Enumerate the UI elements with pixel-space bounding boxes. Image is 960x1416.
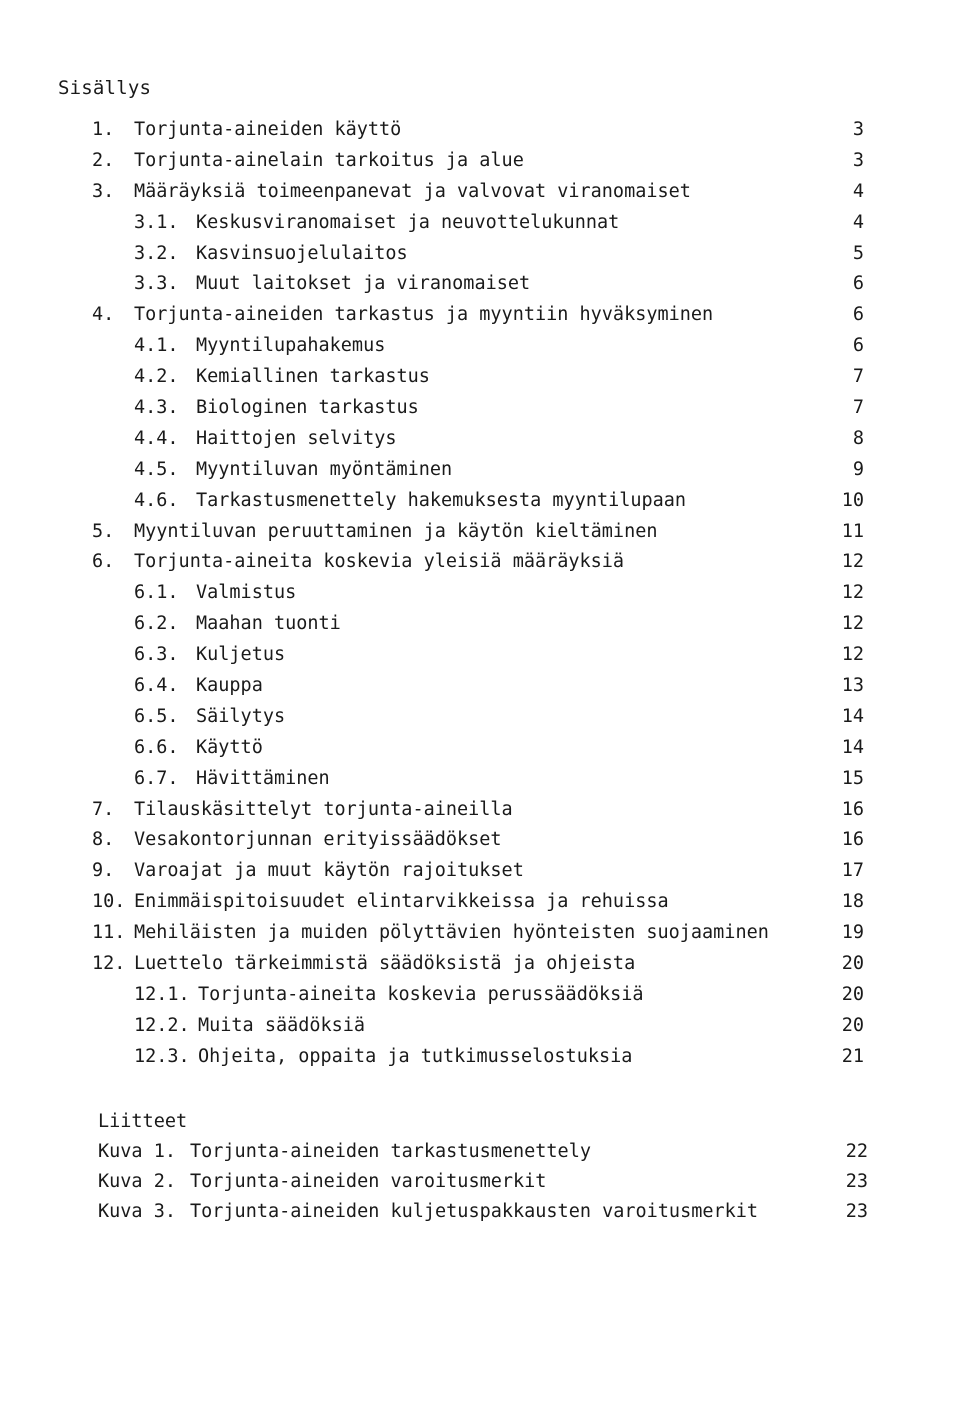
- toc-number: 6.: [92, 551, 115, 573]
- toc-number: 12.: [92, 953, 126, 975]
- toc-number: 3.3.: [134, 273, 179, 295]
- toc-number: 10.: [92, 891, 126, 913]
- attachment-text: Torjunta-aineiden tarkastusmenettely: [190, 1141, 591, 1162]
- toc-page-number: 7: [852, 366, 864, 388]
- toc-entry-text: Käyttö: [196, 736, 263, 758]
- toc-page-number: 8: [852, 427, 864, 449]
- attachment-row: [0, 1197, 960, 1227]
- toc-page-number: 12: [841, 644, 864, 666]
- toc-row: [0, 671, 960, 702]
- toc-row: [0, 1042, 960, 1073]
- toc-row: [0, 486, 960, 517]
- toc-entry-text: Hävittäminen: [196, 767, 330, 789]
- toc-entry-text: Ohjeita, oppaita ja tutkimusselostuksia: [198, 1045, 633, 1067]
- toc-page-number: 16: [841, 798, 864, 820]
- toc-number: 3.1.: [134, 211, 179, 233]
- toc-row: [0, 795, 960, 826]
- page-title: Sisällys: [58, 77, 152, 99]
- toc-entry-text: Myyntiluvan peruuttaminen ja käytön kieltäminen: [134, 520, 658, 542]
- toc-entry-text: Tarkastusmenettely hakemuksesta myyntilupaan: [196, 489, 687, 511]
- toc-number: 4.3.: [134, 397, 179, 419]
- toc-row: [0, 455, 960, 486]
- attachment-row: [0, 1137, 960, 1167]
- attachment-page-number: 23: [845, 1201, 868, 1222]
- toc-row: [0, 918, 960, 949]
- toc-entry-text: Mehiläisten ja muiden pölyttävien hyönteisten suojaaminen: [134, 922, 769, 944]
- toc-number: 1.: [92, 119, 115, 140]
- toc-page-number: 14: [841, 736, 864, 758]
- toc-page-number: 12: [841, 582, 864, 604]
- toc-page-number: 17: [841, 860, 864, 882]
- toc-page-number: 6: [852, 273, 864, 295]
- toc-number: 6.3.: [134, 644, 179, 666]
- toc-entry-text: Valmistus: [196, 582, 297, 604]
- toc-entry-text: Tilauskäsittelyt torjunta-aineilla: [134, 798, 513, 820]
- toc-number: 12.2.: [134, 1014, 190, 1036]
- toc-page-number: 12: [841, 551, 864, 573]
- toc-page-number: 19: [841, 922, 864, 944]
- toc-row: [0, 702, 960, 733]
- toc-number: 3.2.: [134, 242, 179, 264]
- toc-entry-text: Torjunta-aineiden käyttö: [134, 119, 402, 140]
- toc-row: [0, 733, 960, 764]
- toc-page-number: 14: [841, 705, 864, 727]
- toc-row: [0, 1011, 960, 1042]
- toc-page-number: 9: [852, 458, 864, 480]
- toc-row: [0, 239, 960, 270]
- toc-row: [0, 424, 960, 455]
- toc-page-number: 6: [852, 304, 864, 326]
- toc-row: [0, 547, 960, 578]
- toc-entry-text: Torjunta-aineita koskevia yleisiä määräyksiä: [134, 551, 625, 573]
- attachment-label: Kuva 3.: [98, 1201, 176, 1222]
- toc-entry-text: Kuljetus: [196, 644, 286, 666]
- toc-page-number: 16: [841, 829, 864, 851]
- toc-number: 4.2.: [134, 366, 179, 388]
- toc-row: [0, 269, 960, 300]
- toc-number: 11.: [92, 922, 126, 944]
- attachment-page-number: 23: [845, 1171, 868, 1192]
- toc-number: 4.: [92, 304, 115, 326]
- toc-number: 2.: [92, 149, 115, 171]
- toc-entry-text: Muut laitokset ja viranomaiset: [196, 273, 531, 295]
- toc-row: [0, 856, 960, 887]
- toc-entry-text: Myyntilupahakemus: [196, 335, 386, 357]
- toc-page-number: 15: [841, 767, 864, 789]
- toc-entry-text: Maahan tuonti: [196, 613, 341, 635]
- toc-entry-text: Säilytys: [196, 705, 286, 727]
- toc-row: [0, 331, 960, 362]
- attachments-list: [0, 1137, 960, 1227]
- toc-number: 4.6.: [134, 489, 179, 511]
- toc-page-number: 11: [841, 520, 864, 542]
- attachment-text: Torjunta-aineiden varoitusmerkit: [190, 1171, 547, 1192]
- toc-entry-text: Vesakontorjunnan erityissäädökset: [134, 829, 502, 851]
- toc-number: 5.: [92, 520, 115, 542]
- toc-number: 7.: [92, 798, 115, 820]
- toc-entry-text: Kemiallinen tarkastus: [196, 366, 430, 388]
- attachments-title: Liitteet: [98, 1111, 188, 1132]
- toc-page-number: 3: [852, 149, 864, 171]
- toc-page-number: 4: [852, 211, 864, 233]
- toc-number: 6.5.: [134, 705, 179, 727]
- toc-row: [0, 887, 960, 918]
- toc-number: 12.1.: [134, 983, 190, 1005]
- toc-entry-text: Varoajat ja muut käytön rajoitukset: [134, 860, 524, 882]
- toc-entry-text: Luettelo tärkeimmistä säädöksistä ja ohjeista: [134, 953, 636, 975]
- toc-entry-text: Keskusviranomaiset ja neuvottelukunnat: [196, 211, 620, 233]
- toc-row: [0, 300, 960, 331]
- toc-number: 4.5.: [134, 458, 179, 480]
- toc-number: 8.: [92, 829, 115, 851]
- toc-entry-text: Torjunta-ainelain tarkoitus ja alue: [134, 149, 524, 171]
- toc-page-number: 5: [852, 242, 864, 264]
- toc-row: [0, 980, 960, 1011]
- toc-page-number: 3: [852, 119, 864, 140]
- toc-page-number: 12: [841, 613, 864, 635]
- toc-number: 6.1.: [134, 582, 179, 604]
- toc-entry-text: Myyntiluvan myöntäminen: [196, 458, 453, 480]
- toc-page-number: 18: [841, 891, 864, 913]
- toc-page-number: 21: [841, 1045, 864, 1067]
- toc-row: [0, 949, 960, 980]
- toc-number: 9.: [92, 860, 115, 882]
- toc-row: [0, 640, 960, 671]
- toc-row: [0, 362, 960, 393]
- table-of-contents: [0, 115, 960, 1073]
- toc-entry-text: Määräyksiä toimeenpanevat ja valvovat viranomaiset: [134, 180, 691, 202]
- toc-row: [0, 393, 960, 424]
- toc-page-number: 20: [841, 953, 864, 975]
- toc-entry-text: Torjunta-aineiden tarkastus ja myyntiin hyväksyminen: [134, 304, 714, 326]
- toc-row: [0, 115, 960, 146]
- toc-row: [0, 609, 960, 640]
- toc-number: 4.1.: [134, 335, 179, 357]
- toc-number: 4.4.: [134, 427, 179, 449]
- toc-entry-text: Biologinen tarkastus: [196, 397, 419, 419]
- toc-number: 12.3.: [134, 1045, 190, 1067]
- toc-entry-text: Torjunta-aineita koskevia perussäädöksiä: [198, 983, 644, 1005]
- toc-number: 6.6.: [134, 736, 179, 758]
- toc-row: [0, 146, 960, 177]
- toc-entry-text: Enimmäispitoisuudet elintarvikkeissa ja rehuissa: [134, 891, 669, 913]
- toc-number: 6.7.: [134, 767, 179, 789]
- attachment-row: [0, 1167, 960, 1197]
- toc-page-number: 13: [841, 675, 864, 697]
- attachment-label: Kuva 2.: [98, 1171, 176, 1192]
- toc-page-number: 4: [852, 180, 864, 202]
- attachment-text: Torjunta-aineiden kuljetuspakkausten varoitusmerkit: [190, 1201, 759, 1222]
- toc-number: 6.2.: [134, 613, 179, 635]
- toc-number: 6.4.: [134, 675, 179, 697]
- toc-row: [0, 208, 960, 239]
- toc-row: [0, 578, 960, 609]
- toc-page-number: 20: [841, 1014, 864, 1036]
- toc-entry-text: Kasvinsuojelulaitos: [196, 242, 408, 264]
- toc-page-number: 6: [852, 335, 864, 357]
- toc-row: [0, 177, 960, 208]
- toc-row: [0, 825, 960, 856]
- toc-page-number: 10: [841, 489, 864, 511]
- toc-page-number: 7: [852, 397, 864, 419]
- toc-entry-text: Haittojen selvitys: [196, 427, 397, 449]
- attachment-label: Kuva 1.: [98, 1141, 176, 1162]
- toc-entry-text: Kauppa: [196, 675, 263, 697]
- toc-row: [0, 764, 960, 795]
- toc-row: [0, 517, 960, 548]
- toc-number: 3.: [92, 180, 115, 202]
- toc-page-number: 20: [841, 983, 864, 1005]
- attachment-page-number: 22: [845, 1141, 868, 1162]
- toc-entry-text: Muita säädöksiä: [198, 1014, 366, 1036]
